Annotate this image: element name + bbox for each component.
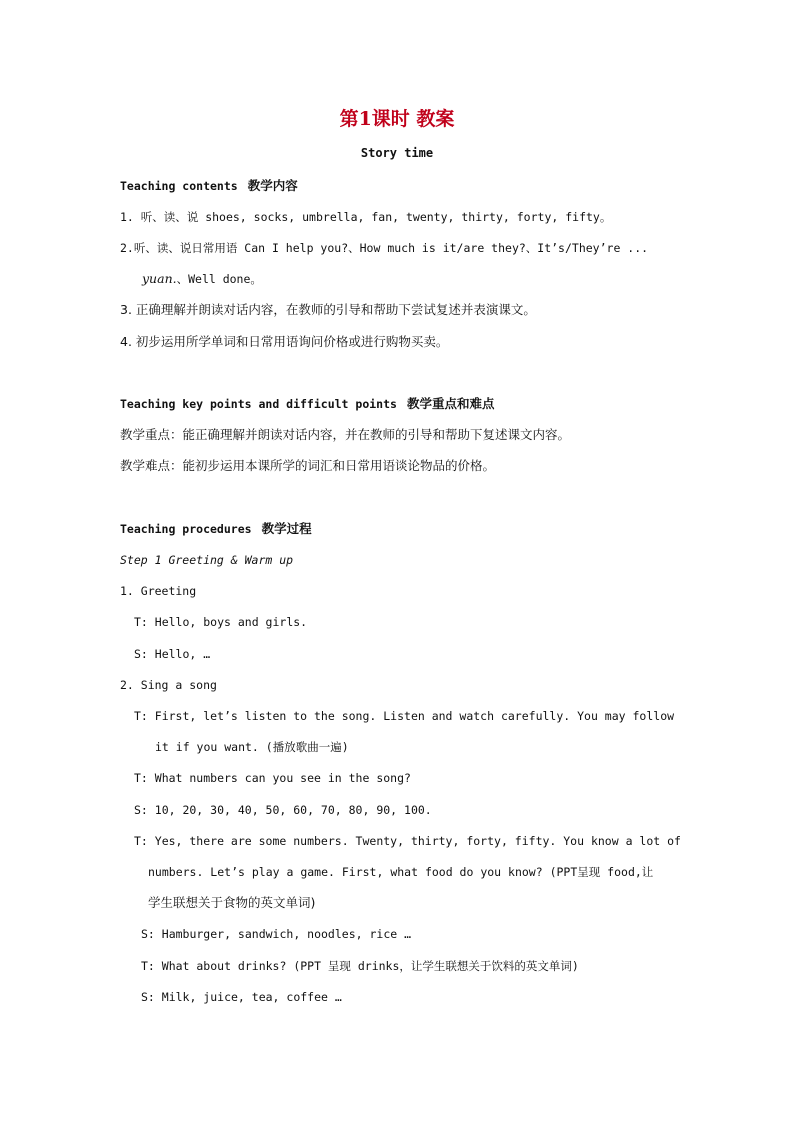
procedure-line: S: Milk, juice, tea, coffee … <box>141 990 342 1004</box>
procedure-line: T: Hello, boys and girls. <box>134 615 308 629</box>
content-item-4: 4. 初步运用所学单词和日常用语询问价格或进行购物买卖。 <box>120 334 449 349</box>
step1-heading: Step 1 Greeting & Warm up <box>120 553 294 567</box>
key-points-heading-en: Teaching key points and difficult points <box>120 397 397 411</box>
procedures-heading-cn: 教学过程 <box>261 521 312 536</box>
contents-heading-cn: 教学内容 <box>247 178 298 193</box>
procedure-line: S: Hello, … <box>134 647 211 661</box>
content-item-2-cont <box>142 271 262 287</box>
procedure-line: T: What about drinks? (PPT 呈现 drinks，让学生联想关于饮料的英文单词) <box>141 959 579 973</box>
procedure-line: 2. Sing a song <box>120 678 217 692</box>
page-title: 第1课时 教案 <box>339 108 455 130</box>
yuan-text: yuan. <box>142 271 177 286</box>
procedure-line: numbers. Let’s play a game. First, what food do you know? (PPT呈现 food,让 <box>148 865 654 879</box>
procedures-heading-en: Teaching procedures <box>120 522 252 536</box>
procedure-line: T: Yes, there are some numbers. Twenty, thirty, forty, fifty. You know a lot of <box>134 834 681 848</box>
content-item-1: 1. 听、读、说 shoes, socks, umbrella, fan, twenty, thirty, forty, fifty。 <box>120 210 612 224</box>
procedure-line: S: Hamburger, sandwich, noodles, rice … <box>141 927 412 941</box>
content-item-2: 2.听、读、说日常用语 Can I help you?、How much is it/are they?、It’s/They’re ... <box>120 241 649 255</box>
key-point-1: 教学重点：能正确理解并朗读对话内容，并在教师的引导和帮助下复述课文内容。 <box>120 427 571 442</box>
procedure-line: 1. Greeting <box>120 584 197 598</box>
procedure-line: T: What numbers can you see in the song? <box>134 771 411 785</box>
key-points-heading <box>120 396 494 412</box>
key-point-2: 教学难点：能初步运用本课所学的词汇和日常用语谈论物品的价格。 <box>120 458 496 473</box>
procedure-line: 学生联想关于食物的英文单词) <box>148 895 316 910</box>
well-done-text: 、Well done。 <box>176 272 262 286</box>
content-item-3: 3. 正确理解并朗读对话内容，在教师的引导和帮助下尝试复述并表演课文。 <box>120 302 536 317</box>
procedure-line: T: First, let’s listen to the song. Listen and watch carefully. You may follow <box>134 709 675 723</box>
key-points-heading-cn: 教学重点和难点 <box>406 396 495 411</box>
page-subtitle: Story time <box>360 146 434 160</box>
contents-heading-en: Teaching contents <box>120 179 238 193</box>
contents-heading <box>120 178 298 194</box>
procedure-line: it if you want. (播放歌曲一遍) <box>155 740 349 754</box>
procedures-heading <box>120 521 312 537</box>
procedure-line: S: 10, 20, 30, 40, 50, 60, 70, 80, 90, 100. <box>134 803 432 817</box>
